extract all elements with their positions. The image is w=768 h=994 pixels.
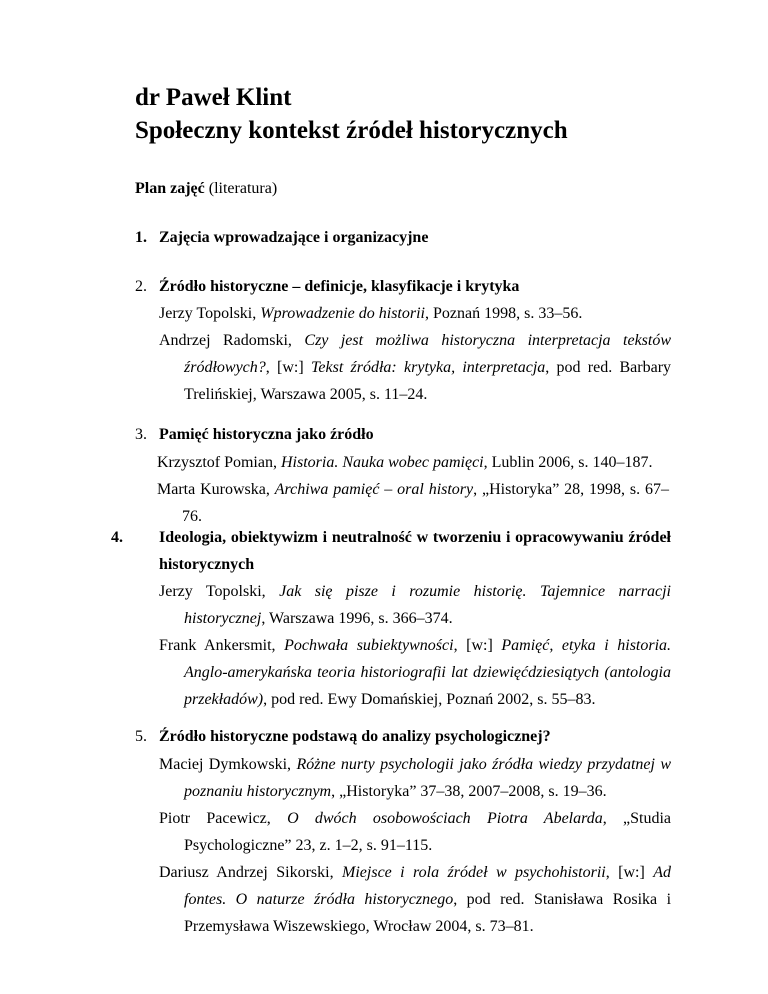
bibliography-entry: Frank Ankersmit, Pochwała subiektywności, [w:] Pamięć, etyka i historia. Anglo-amerykańska teoria historiografii lat dziewięćdziesiątych (antologia przekładów), pod red. Ewy Domańskiej, Poznań 2002, s. 55–83. — [159, 637, 672, 708]
bibliography-entry: Krzysztof Pomian, Historia. Nauka wobec pamięci, Lublin 2006, s. 140–187. — [157, 454, 653, 471]
bibliography-entry: Jerzy Topolski, Jak się pisze i rozumie historię. Tajemnice narracji historycznej, Warszawa 1996, s. 366–374. — [159, 583, 671, 627]
bibliography-entry: Jerzy Topolski, Wprowadzenie do historii, Poznań 1998, s. 33–56. — [159, 305, 583, 322]
author-name: dr Paweł Klint — [135, 84, 292, 111]
bibliography-entry: Dariusz Andrzej Sikorski, Miejsce i rola źródeł w psychohistorii, [w:] Ad fontes. O naturze źródła historycznego, pod red. Stanisława Rosika i Przemysława Wiszewskiego, Wrocław 2004, s. 73–81. — [159, 864, 672, 935]
bibliography-entry: Piotr Pacewicz, O dwóch osobowościach Piotra Abelarda, „Studia Psychologiczne” 23, z. 1–2, s. 91–115. — [159, 810, 672, 854]
plan-note: (literatura) — [208, 180, 278, 197]
bibliography-entry: Andrzej Radomski, Czy jest możliwa historyczna interpretacja tekstów źródłowych?, [w:] Tekst źródła: krytyka, interpretacja, pod red. Barbary Trelińskiej, Warszawa 2005, s. 11–24. — [159, 332, 672, 403]
section-title: Źródło historyczne podstawą do analizy psychologicznej? — [159, 728, 551, 745]
section-4-heading — [111, 524, 671, 578]
section-title: Źródło historyczne – definicje, klasyfikacje i krytyka — [159, 278, 520, 295]
section-5-bibliography — [159, 751, 671, 940]
section-5-heading — [135, 728, 551, 746]
section-3-bibliography — [157, 449, 669, 530]
section-1-heading — [135, 229, 428, 247]
section-number: 2. — [135, 278, 147, 295]
page-title: Społeczny kontekst źródeł historycznych — [135, 117, 568, 144]
plan-label: Plan zajęć — [135, 180, 205, 197]
bibliography-entry: Maciej Dymkowski, Różne nurty psychologii jako źródła wiedzy przydatnej w poznaniu historycznym, „Historyka” 37–38, 2007–2008, s. 19–36. — [159, 756, 671, 800]
section-number: 5. — [135, 728, 147, 745]
plan-heading — [135, 180, 277, 198]
section-number: 3. — [135, 426, 147, 443]
section-4-bibliography — [159, 578, 671, 713]
section-title: Ideologia, obiektywizm i neutralność w tworzeniu i opracowywaniu źródeł historycznych — [159, 529, 671, 573]
section-title: Pamięć historyczna jako źródło — [159, 426, 374, 443]
section-number: 1. — [135, 229, 147, 246]
section-2-bibliography — [159, 300, 671, 408]
section-title: Zajęcia wprowadzające i organizacyjne — [159, 229, 429, 246]
section-2-heading — [135, 278, 519, 296]
bibliography-entry: Marta Kurowska, Archiwa pamięć – oral history, „Historyka” 28, 1998, s. 67–76. — [157, 481, 670, 525]
section-3-heading — [135, 426, 374, 444]
section-number: 4. — [111, 529, 123, 546]
